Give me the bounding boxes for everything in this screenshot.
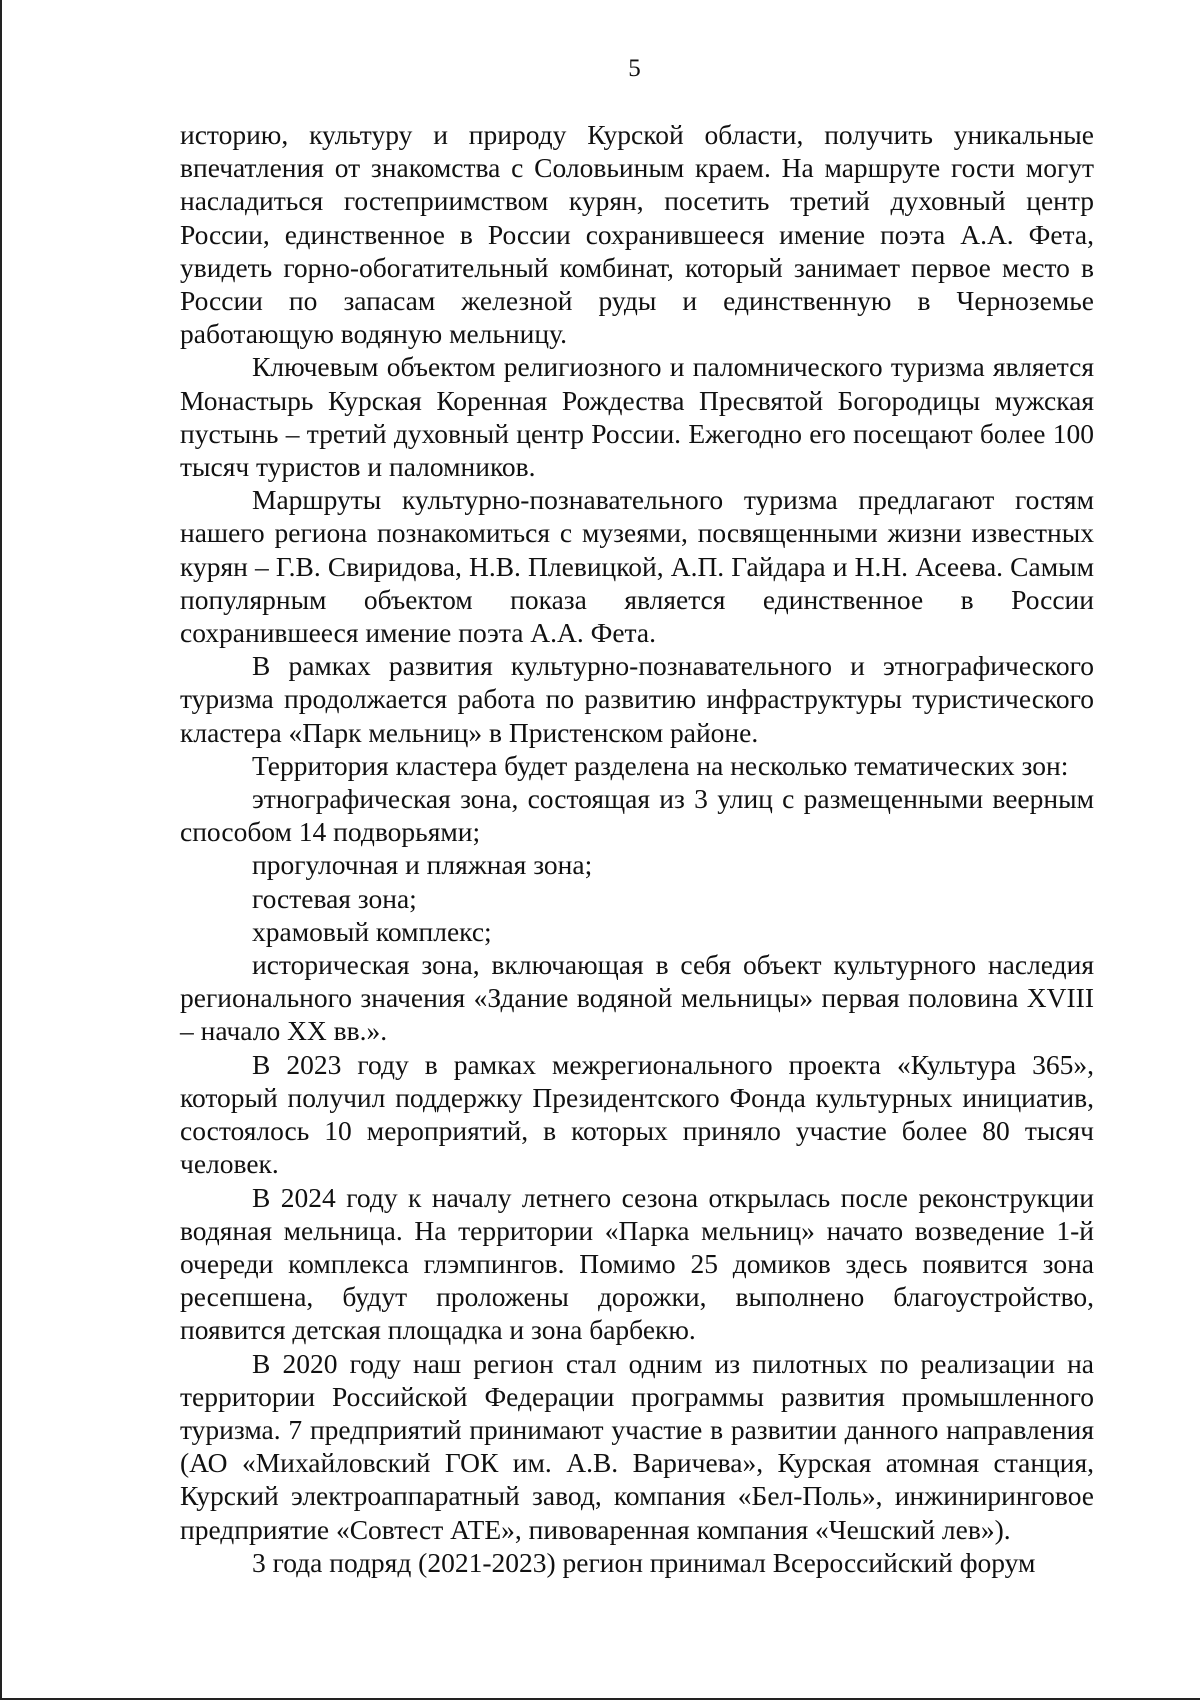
list-item: этнографическая зона, состоящая из 3 улиц с размещенными веерным способом 14 подворьями; xyxy=(180,783,1094,848)
paragraph: Ключевым объектом религиозного и паломнического туризма является Монастырь Курская Коренная Рождества Пресвятой Богородицы мужская пустынь – третий духовный центр России. Ежегодно его посещают более 100 тысяч туристов и паломников. xyxy=(180,351,1094,483)
paragraph: В 2024 году к началу летнего сезона открылась после реконструкции водяная мельница. На территории «Парка мельниц» начато возведение 1-й очереди комплекса глэмпингов. Помимо 25 домиков здесь появится зона ресепшена, будут проложены дорожки, выполнено благоустройство, появится детская площадка и зона барбекю. xyxy=(180,1181,1094,1346)
list-item: историческая зона, включающая в себя объект культурного наследия регионального значения «Здание водяной мельницы» первая половина XVIII – начало XX вв.». xyxy=(180,949,1094,1047)
paragraph: В рамках развития культурно-познавательного и этнографического туризма продолжается работа по развитию инфраструктуры туристического кластера «Парк мельниц» в Пристенском районе. xyxy=(180,650,1094,748)
list-item: храмовый комплекс; xyxy=(252,915,492,947)
paragraph: 3 года подряд (2021-2023) регион принимал Всероссийский форум xyxy=(252,1546,1036,1578)
page-number: 5 xyxy=(628,55,641,82)
paragraph: историю, культуру и природу Курской области, получить уникальные впечатления от знакомства с Соловьиным краем. На маршруте гости могут насладиться гостеприимством курян, посетить третий духовный центр России, единственное в России сохранившееся имение поэта А.А. Фета, увидеть горно-обогатительный комбинат, который занимает первое место в России по запасам железной руды и единственную в Черноземье работающую водяную мельницу. xyxy=(180,119,1094,350)
list-item: прогулочная и пляжная зона; xyxy=(252,849,593,881)
paragraph: Территория кластера будет разделена на несколько тематических зон: xyxy=(252,749,1069,781)
paragraph: Маршруты культурно-познавательного туризма предлагают гостям нашего региона познакомиться с музеями, посвященными жизни известных курян – Г.В. Свиридова, Н.В. Плевицкой, А.П. Гайдара и Н.Н. Асеева. Самым популярным объектом показа является единственное в России сохранившееся имение поэта А.А. Фета. xyxy=(180,484,1094,649)
list-item: гостевая зона; xyxy=(252,882,417,914)
paragraph: В 2023 году в рамках межрегионального проекта «Культура 365», который получил поддержку Президентского Фонда культурных инициатив, состоялось 10 мероприятий, в которых приняло участие более 80 тысяч человек. xyxy=(180,1048,1094,1180)
document-body xyxy=(180,118,1094,1579)
paragraph: В 2020 году наш регион стал одним из пилотных по реализации на территории Российской Федерации программы развития промышленного туризма. 7 предприятий принимают участие в развитии данного направления (АО «Михайловский ГОК им. А.В. Варичева», Курская атомная станция, Курский электроаппаратный завод, компания «Бел-Поль», инжиниринговое предприятие «Совтест АТЕ», пивоваренная компания «Чешский лев»). xyxy=(180,1347,1094,1545)
